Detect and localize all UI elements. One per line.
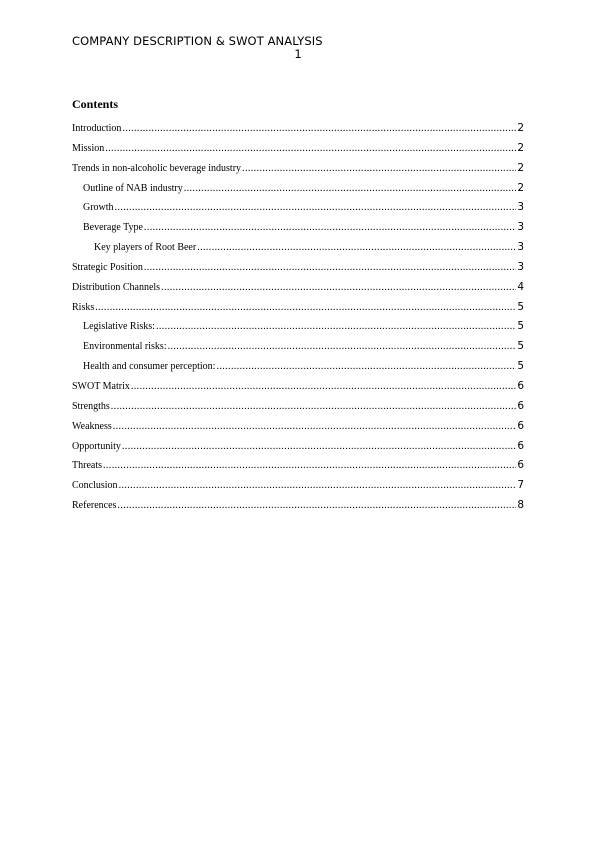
- toc-entry-label: Strengths: [72, 400, 110, 412]
- toc-entry-label: SWOT Matrix: [72, 380, 130, 392]
- toc-entry-threats[interactable]: [72, 459, 524, 479]
- toc-leader-dots: [197, 242, 516, 253]
- toc-leader-dots: [113, 421, 517, 432]
- toc-leader-dots: [115, 202, 517, 213]
- toc-entry-label: Strategic Position: [72, 261, 143, 273]
- toc-entry-environmental-risks[interactable]: [72, 340, 524, 360]
- toc-entry-label: Introduction: [72, 123, 122, 134]
- toc-leader-dots: [117, 500, 516, 511]
- toc-entry-weakness[interactable]: [72, 420, 524, 440]
- toc-leader-dots: [105, 143, 516, 154]
- toc-entry-label: Environmental risks:: [83, 341, 167, 353]
- toc-entry-page: 6: [517, 399, 524, 412]
- toc-entry-growth[interactable]: [72, 201, 524, 221]
- toc-entry-page: 2: [517, 181, 524, 194]
- running-header-title: COMPANY DESCRIPTION & SWOT ANALYSIS: [72, 34, 323, 48]
- toc-entry-references[interactable]: [72, 499, 524, 519]
- toc-leader-dots: [184, 183, 517, 194]
- toc-entry-mission[interactable]: [72, 142, 524, 162]
- contents-heading: Contents: [72, 97, 119, 111]
- toc-entry-risks[interactable]: [72, 301, 524, 321]
- table-of-contents: [72, 122, 524, 519]
- toc-entry-page: 5: [517, 300, 524, 313]
- toc-entry-page: 3: [517, 241, 524, 254]
- toc-leader-dots: [242, 163, 516, 174]
- toc-entry-label: Opportunity: [72, 440, 121, 452]
- toc-entry-page: 2: [517, 141, 524, 154]
- toc-entry-page: 6: [517, 459, 524, 472]
- toc-entry-label: Beverage Type: [83, 222, 143, 234]
- toc-entry-strengths[interactable]: [72, 400, 524, 420]
- toc-leader-dots: [119, 480, 517, 491]
- toc-entry-swot-matrix[interactable]: [72, 380, 524, 400]
- toc-entry-conclusion[interactable]: [72, 479, 524, 499]
- toc-entry-label: Risks: [72, 301, 95, 313]
- toc-entry-page: 5: [517, 320, 524, 333]
- toc-entry-opportunity[interactable]: [72, 440, 524, 460]
- toc-entry-label: Health and consumer perception:: [83, 361, 216, 373]
- toc-entry-label: Outline of NAB industry: [83, 182, 183, 194]
- toc-entry-page: 6: [517, 419, 524, 432]
- toc-entry-page: 3: [517, 201, 524, 214]
- toc-leader-dots: [103, 460, 516, 471]
- toc-entry-page: 6: [517, 379, 524, 392]
- toc-leader-dots: [156, 321, 516, 332]
- toc-leader-dots: [122, 123, 516, 134]
- toc-entry-key-players[interactable]: [72, 241, 524, 261]
- toc-entry-page: 6: [517, 439, 524, 452]
- toc-entry-beverage-type[interactable]: [72, 221, 524, 241]
- toc-entry-distribution-channels[interactable]: [72, 281, 524, 301]
- toc-leader-dots: [144, 262, 516, 273]
- toc-leader-dots: [161, 282, 516, 293]
- toc-entry-introduction[interactable]: [72, 122, 524, 142]
- toc-leader-dots: [131, 381, 516, 392]
- toc-leader-dots: [144, 222, 516, 233]
- toc-entry-label: Growth: [83, 202, 114, 214]
- toc-entry-page: 2: [517, 122, 524, 134]
- toc-entry-label: Mission: [72, 142, 105, 154]
- header-page-number: 1: [294, 47, 302, 61]
- toc-entry-health-consumer-perception[interactable]: [72, 360, 524, 380]
- toc-entry-label: Threats: [72, 460, 102, 472]
- toc-entry-label: Trends in non-alcoholic beverage industry: [72, 162, 242, 174]
- toc-leader-dots: [95, 302, 516, 313]
- toc-entry-trends[interactable]: [72, 162, 524, 182]
- toc-leader-dots: [122, 441, 516, 452]
- toc-entry-legislative-risks[interactable]: [72, 320, 524, 340]
- toc-entry-label: References: [72, 500, 117, 512]
- toc-entry-outline-nab[interactable]: [72, 182, 524, 202]
- toc-entry-strategic-position[interactable]: [72, 261, 524, 281]
- toc-entry-page: 8: [517, 499, 524, 512]
- toc-entry-page: 7: [517, 479, 524, 492]
- toc-entry-label: Distribution Channels: [72, 281, 161, 293]
- toc-entry-label: Legislative Risks:: [83, 321, 155, 333]
- toc-entry-page: 5: [517, 340, 524, 353]
- toc-entry-page: 3: [517, 260, 524, 273]
- toc-leader-dots: [111, 401, 517, 412]
- toc-leader-dots: [216, 361, 516, 372]
- toc-entry-label: Conclusion: [72, 480, 118, 492]
- toc-entry-page: 5: [517, 360, 524, 373]
- toc-leader-dots: [168, 341, 517, 352]
- toc-entry-page: 4: [517, 280, 524, 293]
- toc-entry-label: Weakness: [72, 420, 112, 432]
- toc-entry-page: 3: [517, 221, 524, 234]
- toc-entry-page: 2: [517, 161, 524, 174]
- toc-entry-label: Key players of Root Beer: [94, 242, 197, 254]
